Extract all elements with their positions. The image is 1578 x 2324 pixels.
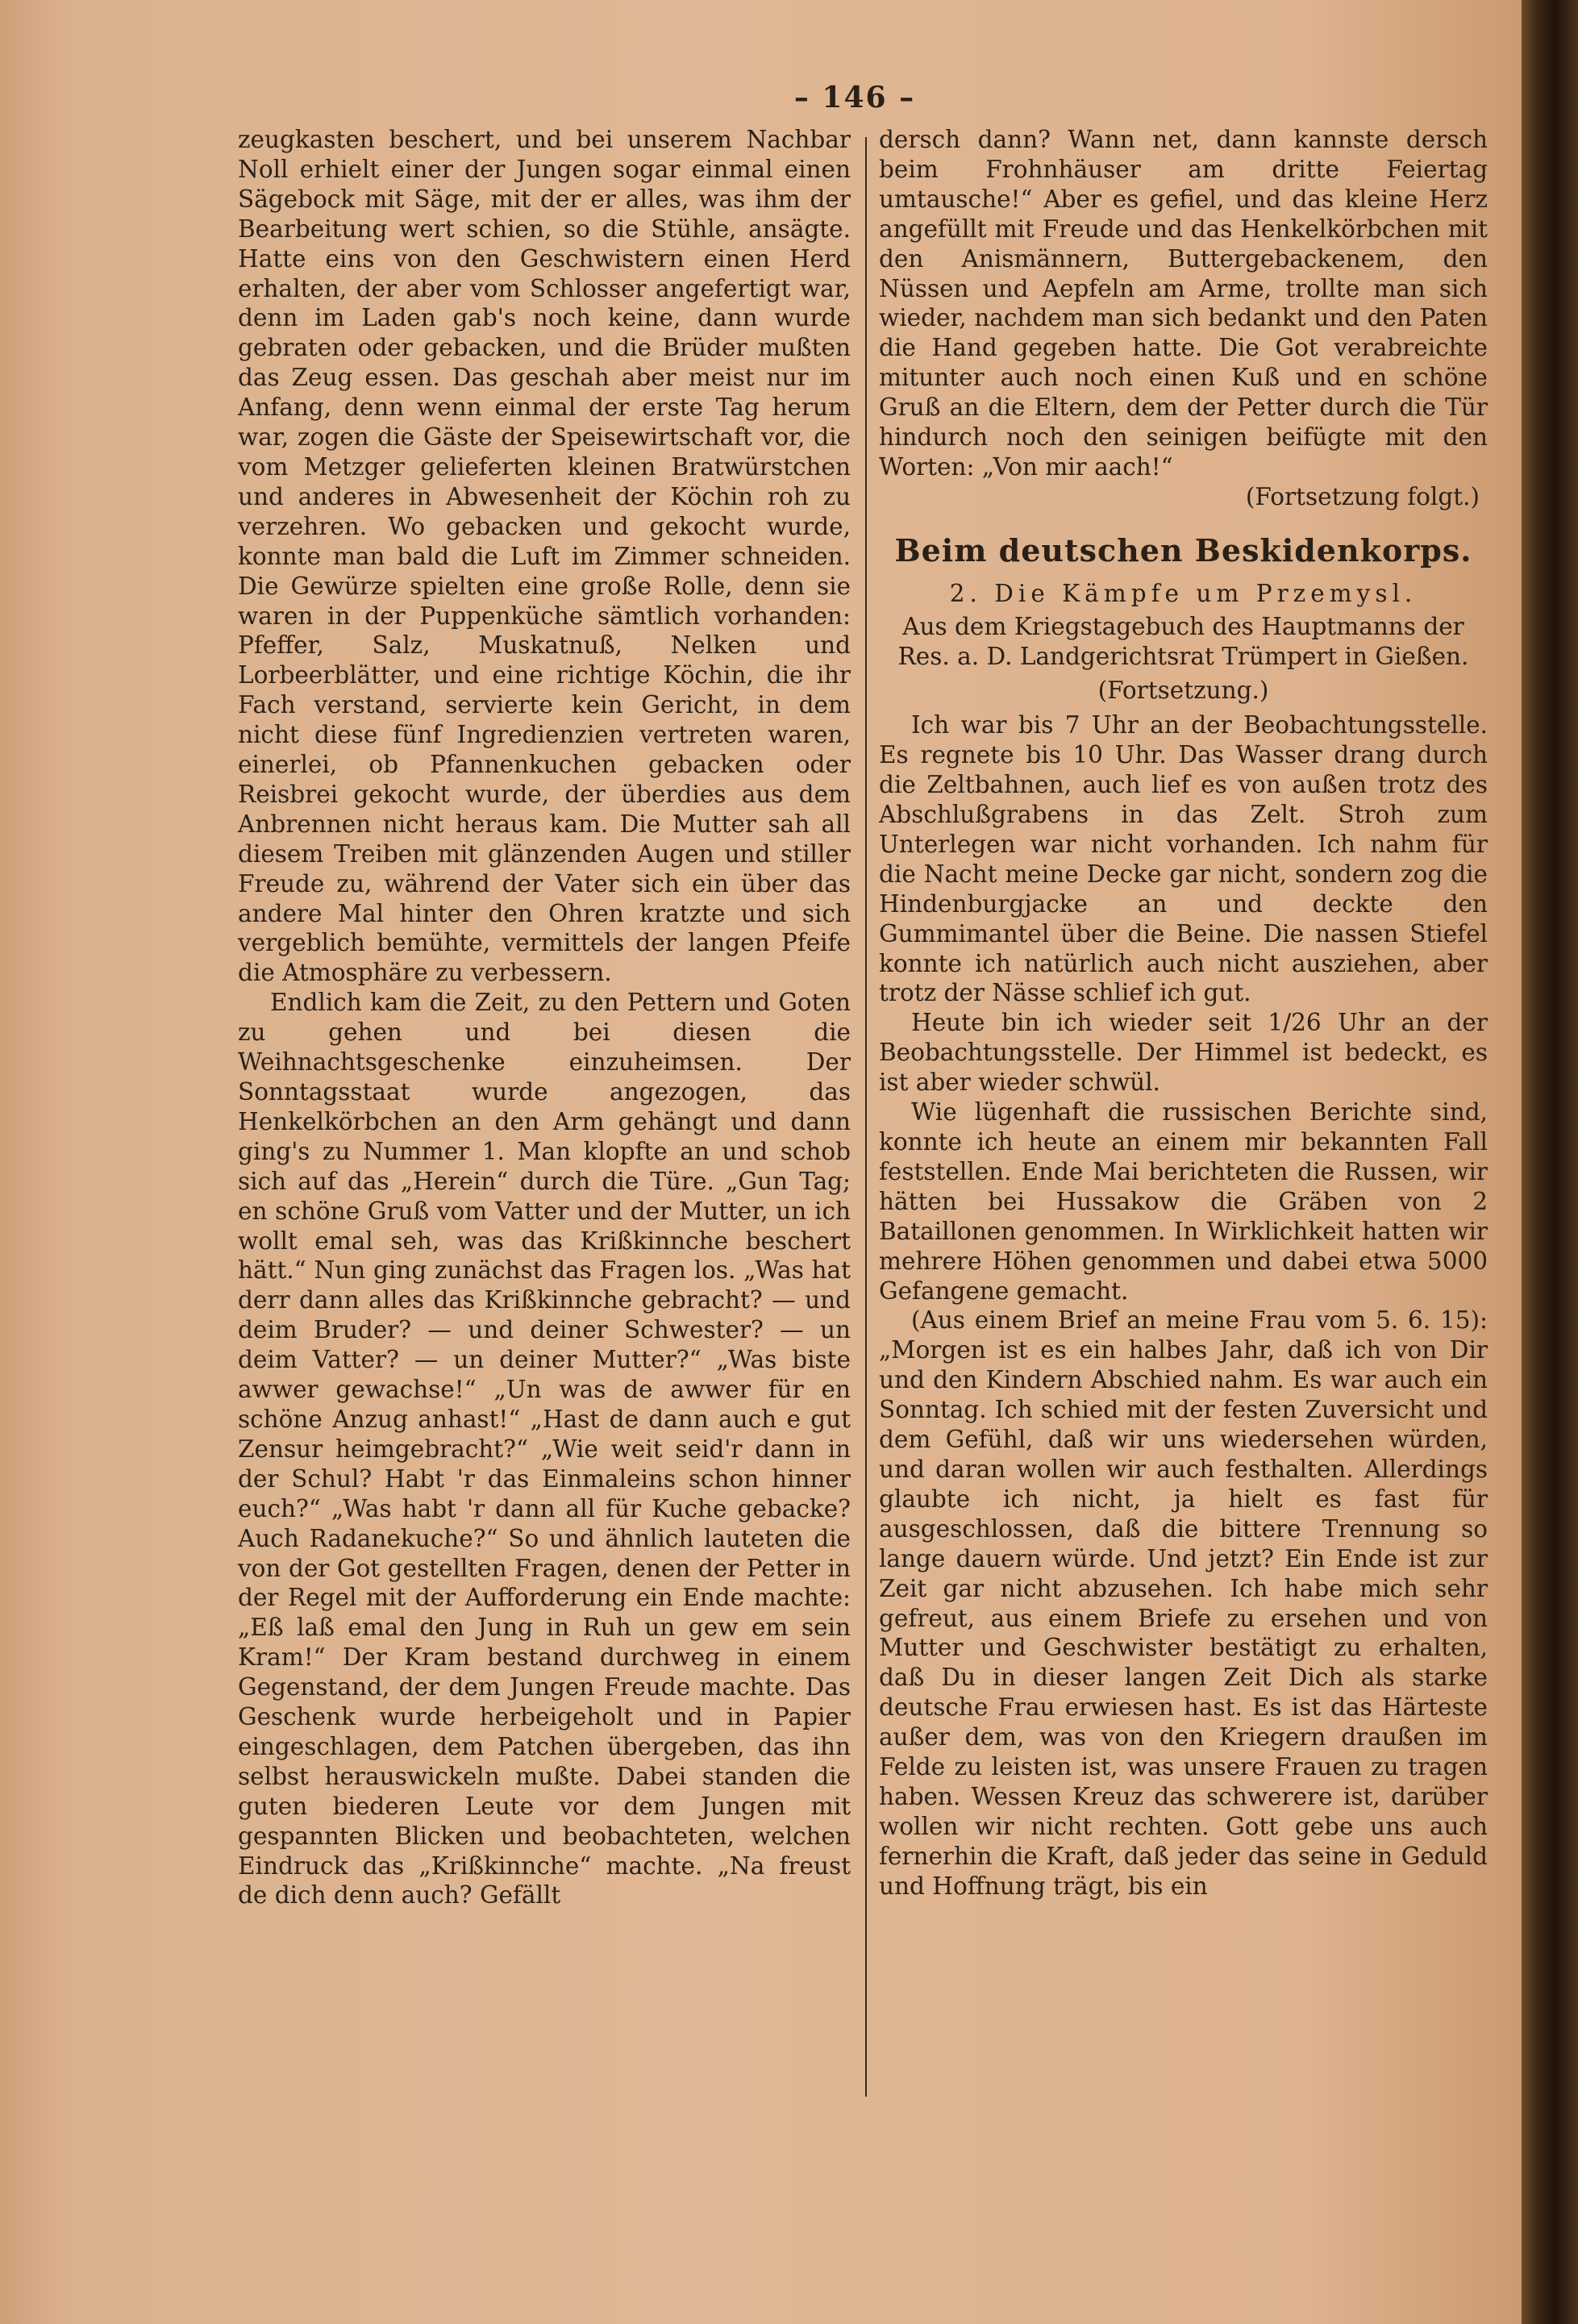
- section-source: Aus dem Kriegstagebuch des Hauptmanns der Res. a. D. Landgerichtsrat Trümpert in Gießen.: [897, 612, 1469, 670]
- left-paragraph-1: zeugkasten beschert, und bei unserem Nachbar Noll erhielt einer der Jungen sogar einmal einen Sägebock mit Säge, mit der er alles, was ihm der Bearbeitung wert schien, so die Stühle, ansägte. Hatte eins von den Geschwistern einen Herd erhalten, der aber vom Schlosser angefertigt war, denn im Laden gab's noch keine, dann wurde gebraten oder gebacken, und die Brüder mußten das Zeug essen. Das geschah aber meist nur im Anfang, denn wenn einmal der erste Tag herum war, zogen die Gäste der Speisewirtschaft vor, die vom Metzger gelieferten kleinen Bratwürstchen und anderes in Abwesenheit der Köchin roh zu verzehren. Wo gebacken und gekocht wurde, konnte man bald die Luft im Zimmer schneiden. Die Gewürze spielten eine große Rolle, denn sie waren in der Puppenküche sämtlich vorhanden: Pfeffer, Salz, Muskatnuß, Nelken und Lorbeerblätter, und eine richtige Köchin, die ihr Fach verstand, servierte kein Gericht, in dem nicht diese fünf Ingredienzien vertreten waren, einerlei, ob Pfannenkuchen gebacken oder Reisbrei gekocht wurde, der überdies aus dem Anbrennen nicht heraus kam. Die Mutter sah all diesem Treiben mit glänzenden Augen und stiller Freude zu, während der Vater sich ein über das andere Mal hinter den Ohren kratzte und sich vergeblich bemühte, vermittels der langen Pfeife die Atmosphäre zu verbessern.: [238, 126, 851, 987]
- section-subtitle: 2. Die Kämpfe um Przemysl.: [949, 579, 1418, 607]
- right-intro-paragraph: dersch dann? Wann net, dann kannste dersch beim Frohnhäuser am dritte Feiertag umtausche!“ Aber es gefiel, und das kleine Herz angefüllt mit Freude und das Henkelkörbchen mit den Anismännern, Buttergebackenem, den Nüssen und Aepfeln am Arme, trollte man sich wieder, nachdem man sich bedankt und den Paten die Hand gegeben hatte. Die Got verabreichte mitunter auch noch einen Kuß und en schöne Gruß an die Eltern, dem der Petter durch die Tür hindurch noch den seinigen beifügte mit den Worten: „Von mir aach!“: [879, 126, 1488, 481]
- right-paragraph-3: Wie lügenhaft die russischen Berichte sind, konnte ich heute an einem mir bekannten Fall feststellen. Ende Mai berichteten die Russen, wir hätten bei Hussakow die Gräben von 2 Bataillonen genommen. In Wirklichkeit hatten wir mehrere Höhen genommen und dabei etwa 5000 Gefangene gemacht.: [879, 1098, 1488, 1305]
- continuation-note: (Fortsetzung folgt.): [1245, 482, 1480, 510]
- section-title: Beim deutschen Beskidenkorps.: [894, 531, 1472, 569]
- continued-note: (Fortsetzung.): [1097, 677, 1269, 705]
- page-number: – 146 –: [793, 81, 916, 115]
- column-divider: [865, 137, 867, 2097]
- book-spine: [1522, 0, 1578, 2324]
- right-column: [879, 125, 1488, 1901]
- right-paragraph-2: Heute bin ich wieder seit 1/26 Uhr an der Beobachtungsstelle. Der Himmel ist bedeckt, es ist aber wieder schwül.: [879, 1009, 1488, 1097]
- right-paragraph-4: (Aus einem Brief an meine Frau vom 5. 6. 15): „Morgen ist es ein halbes Jahr, daß ich von Dir und den Kindern Abschied nahm. Es war auch ein Sonntag. Ich schied mit der festen Zuversicht und dem Gefühl, daß wir uns wiedersehen würden, und daran wollen wir auch festhalten. Allerdings glaubte ich nicht, ja hielt es fast für ausgeschlossen, daß die bittere Trennung so lange dauern würde. Und jetzt? Ein Ende ist zur Zeit gar nicht abzusehen. Ich habe mich sehr gefreut, aus einem Briefe zu ersehen und von Mutter und Geschwister bestätigt zu erhalten, daß Du in dieser langen Zeit Dich als starke deutsche Frau erwiesen hast. Es ist das Härteste außer dem, was von den Kriegern draußen im Felde zu leisten ist, was unsere Frauen zu tragen haben. Wessen Kreuz das schwerere ist, darüber wollen wir nicht rechten. Gott gebe uns auch fernerhin die Kraft, daß jeder das seine in Geduld und Hoffnung trägt, bis ein: [879, 1306, 1488, 1900]
- left-column: [238, 125, 851, 1910]
- right-paragraph-1: Ich war bis 7 Uhr an der Beobachtungsstelle. Es regnete bis 10 Uhr. Das Wasser drang durch die Zeltbahnen, auch lief es von außen trotz des Abschlußgrabens in das Zelt. Stroh zum Unterlegen war nicht vorhanden. Ich nahm für die Nacht meine Decke gar nicht, sondern zog die Hindenburgjacke an und deckte den Gummimantel über die Beine. Die nassen Stiefel konnte ich natürlich auch nicht ausziehen, aber trotz der Nässe schlief ich gut.: [879, 711, 1488, 1007]
- left-paragraph-2: Endlich kam die Zeit, zu den Pettern und Goten zu gehen und bei diesen die Weihnachtsgeschenke einzuheimsen. Der Sonntagsstaat wurde angezogen, das Henkelkörbchen an den Arm gehängt und dann ging's zu Nummer 1. Man klopfte an und schob sich auf das „Herein“ durch die Türe. „Gun Tag; en schöne Gruß vom Vatter und der Mutter, un ich wollt emal seh, was das Krißkinnche beschert hätt.“ Nun ging zunächst das Fragen los. „Was hat derr dann alles das Krißkinnche gebracht? — und deim Bruder? — und deiner Schwester? — un deim Vatter? — un deiner Mutter?“ „Was biste awwer gewachse!“ „Un was de awwer für en schöne Anzug anhast!“ „Hast de dann auch e gut Zensur heimgebracht?“ „Wie weit seid'r dann in der Schul? Habt 'r das Einmaleins schon hinner euch?“ „Was habt 'r dann all für Kuche gebacke? Auch Radanekuche?“ So und ähnlich lauteten die von der Got gestellten Fragen, denen der Petter in der Regel mit der Aufforderung ein Ende machte: „Eß laß emal den Jung in Ruh un gew em sein Kram!“ Der Kram bestand durchweg in einem Gegenstand, der dem Jungen Freude machte. Das Geschenk wurde herbeigeholt und in Papier eingeschlagen, dem Patchen übergeben, das ihn selbst herauswickeln mußte. Dabei standen die guten biederen Leute vor dem Jungen mit gespannten Blicken und beobachteten, welchen Eindruck das „Krißkinnche“ machte. „Na freust de dich denn auch? Gefällt: [238, 989, 851, 1910]
